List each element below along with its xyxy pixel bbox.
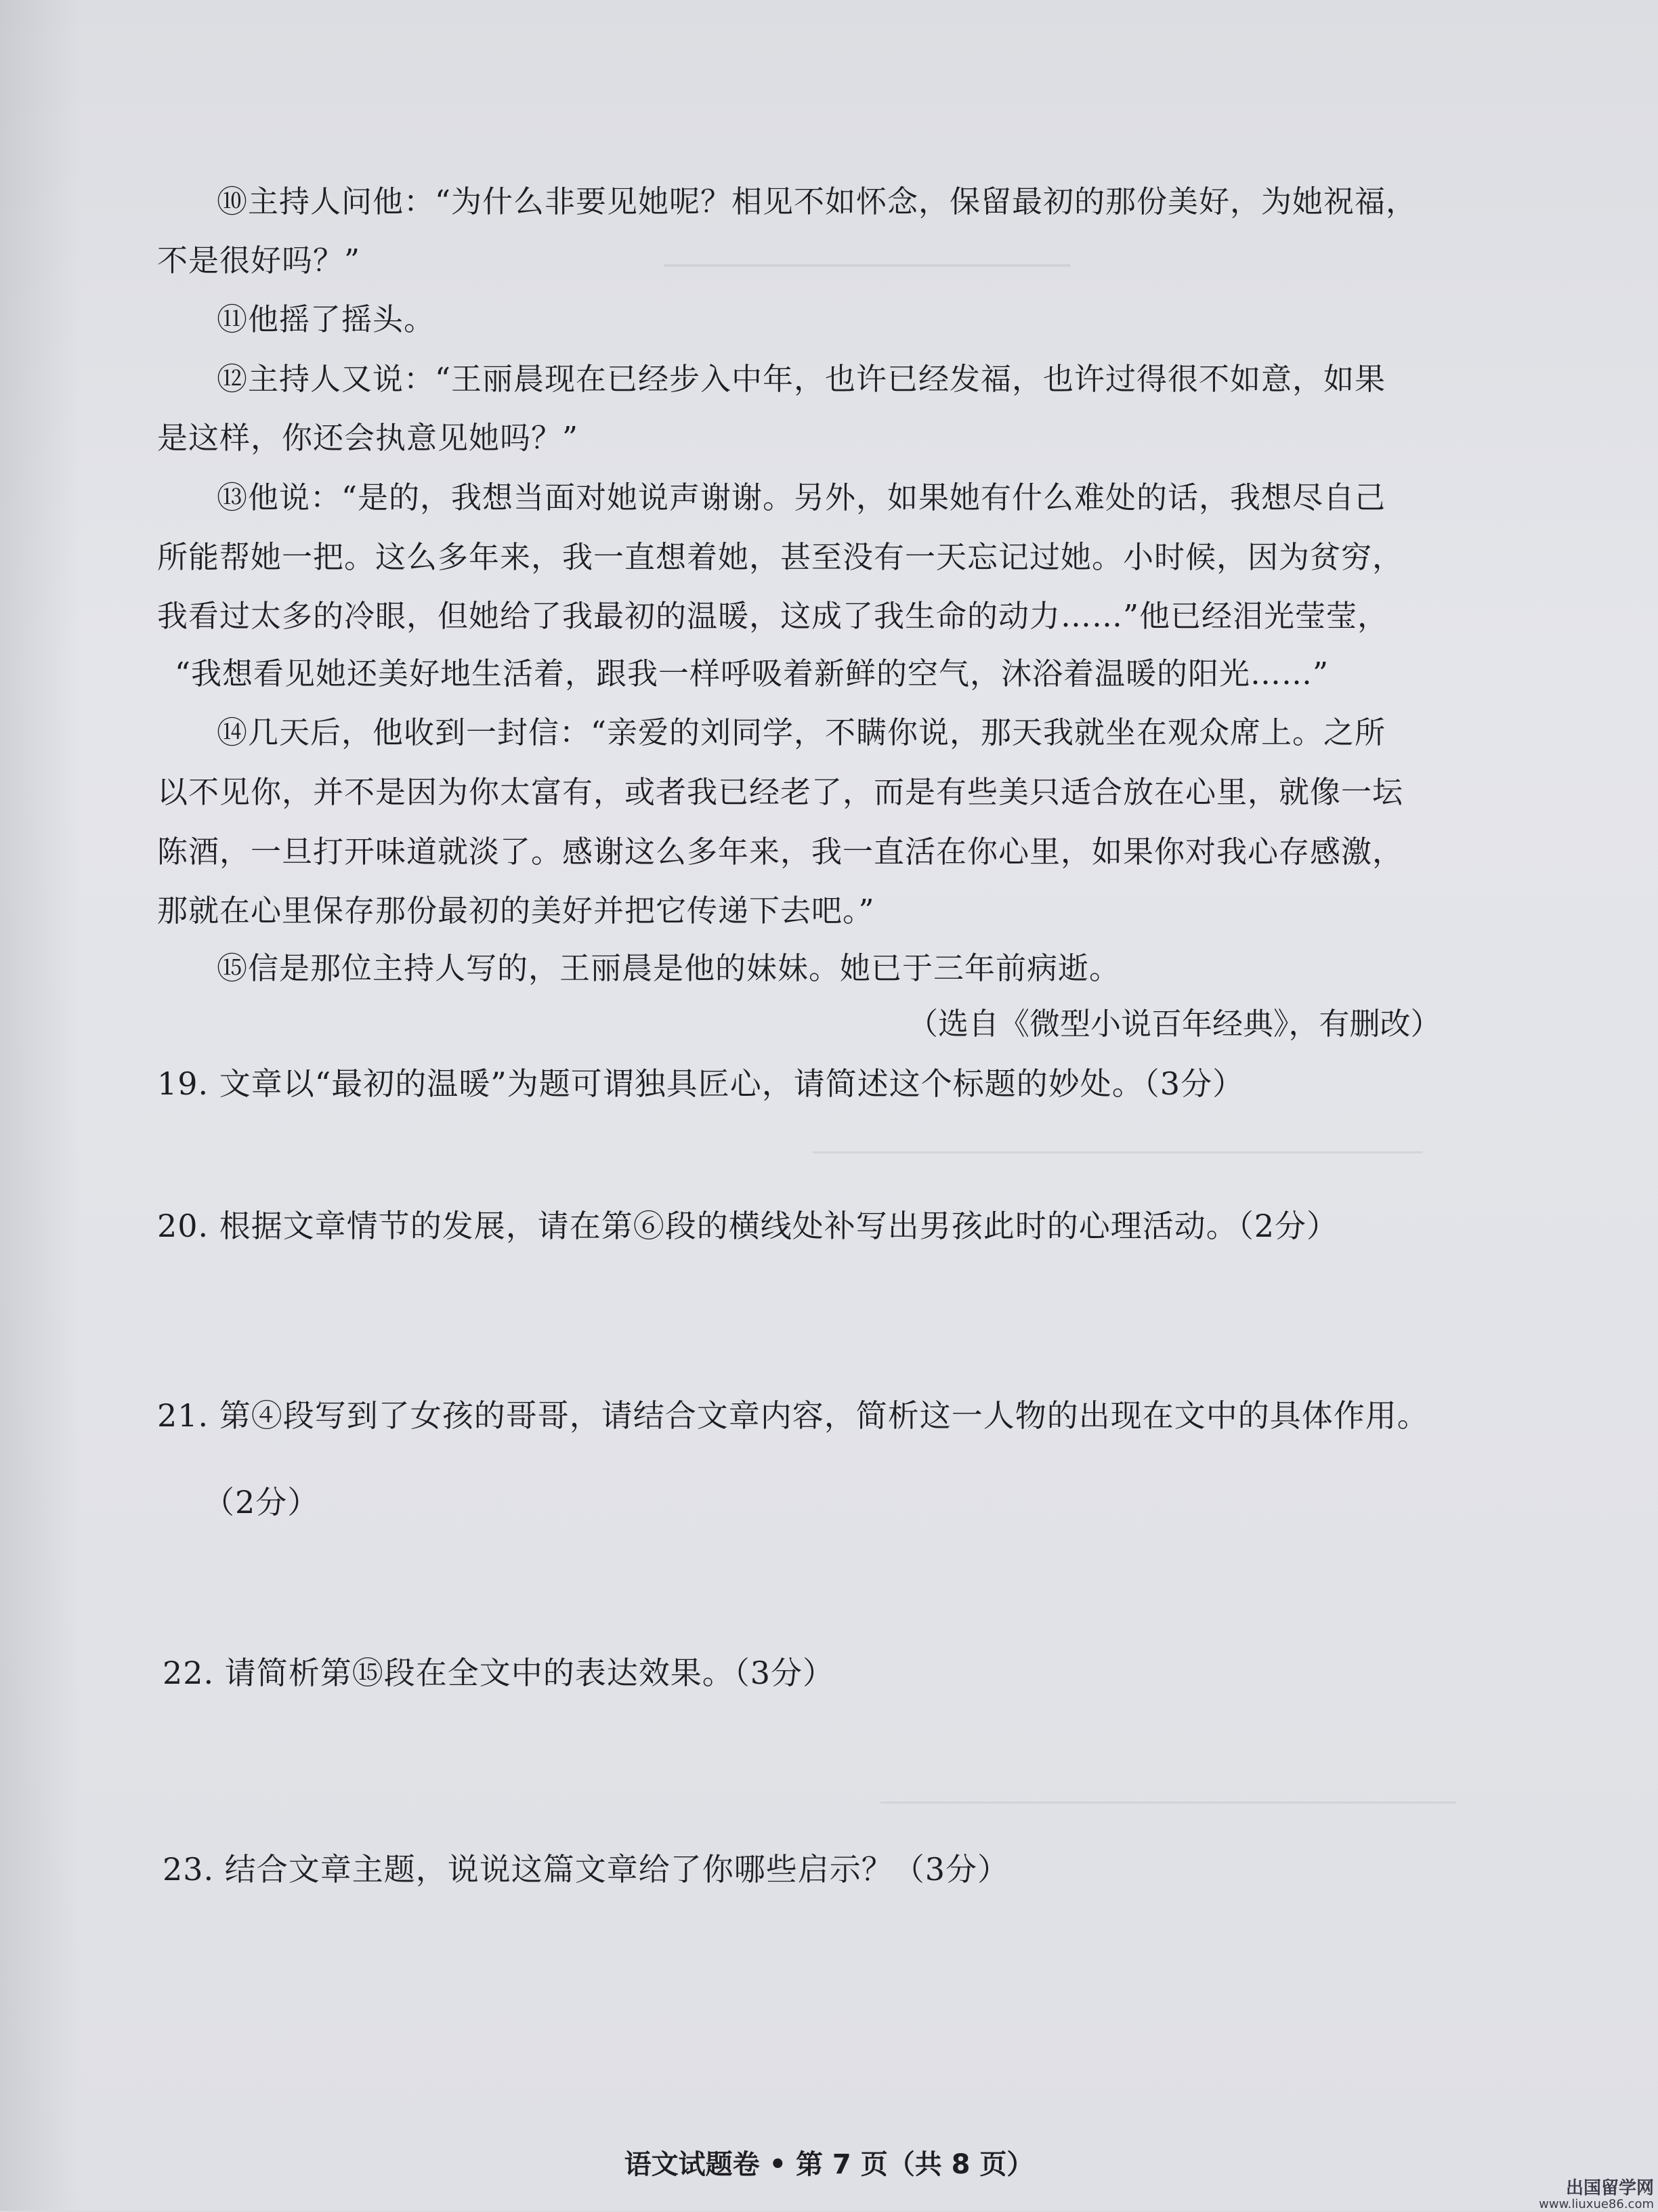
passage-paragraph-14: ⑭几天后，他收到一封信：“亲爱的刘同学，不瞒你说，那天我就坐在观众席上。之所 [217,715,1386,750]
bleed-through-mark [880,1774,1456,1804]
passage-paragraph-13-cont: 我看过太多的冷眼，但她给了我最初的温暖，这成了我生命的动力……”他已经泪光莹莹， [157,598,1389,634]
passage-paragraph-13-cont: “我想看见她还美好地生活着，跟我一样呼吸着新鲜的空气，沐浴着温暖的阳光……” [175,656,1330,692]
site-watermark [1539,2179,1654,2212]
passage-paragraph-12: ⑫主持人又说：“王丽晨现在已经步入中年，也许已经发福，也许过得很不如意，如果 [217,361,1386,397]
passage-paragraph-13: ⑬他说：“是的，我想当面对她说声谢谢。另外，如果她有什么难处的话，我想尽自己 [217,480,1386,515]
watermark-url: www.liuxue86.com [1539,2197,1654,2211]
passage-paragraph-11: ⑪他摇了摇头。 [217,301,435,337]
question-19: 19. 文章以“最初的温暖”为题可谓独具匠心，请简述这个标题的妙处。（3分） [157,1065,1245,1102]
question-21-score: （2分） [203,1484,320,1520]
page-shadow [0,0,81,2211]
bleed-through-mark [813,1124,1422,1153]
passage-paragraph-14-cont: 陈酒，一旦打开味道就淡了。感谢这么多年来，我一直活在你心里，如果你对我心存感激， [157,834,1404,870]
question-21: 21. 第④段写到了女孩的哥哥，请结合文章内容，简析这一人物的出现在文中的具体作用。 [157,1397,1429,1434]
passage-paragraph-13-cont: 所能帮她一把。这么多年来，我一直想着她，甚至没有一天忘记过她。小时候，因为贫穷， [157,539,1404,575]
passage-paragraph-10: ⑩主持人问他：“为什么非要见她呢？相见不如怀念，保留最初的那份美好，为她祝福， [217,184,1418,219]
passage-paragraph-15: ⑮信是那位主持人写的，王丽晨是他的妹妹。她已于三年前病逝。 [217,950,1121,986]
bleed-through-mark [664,237,1070,267]
passage-paragraph-14-cont: 那就在心里保存那份最初的美好并把它传递下去吧。” [157,893,875,929]
question-22: 22. 请简析第⑮段在全文中的表达效果。（3分） [163,1655,835,1691]
question-23: 23. 结合文章主题，说说这篇文章给了你哪些启示？（3分） [163,1851,1010,1888]
passage-source: （选自《微型小说百年经典》，有删改） [908,1006,1441,1042]
passage-paragraph-12-cont: 是这样，你还会执意见她吗？” [157,420,579,456]
watermark-title: 出国留学网 [1565,2178,1654,2198]
page-footer: 语文试题卷 • 第 7 页（共 8 页） [624,2149,1034,2180]
passage-paragraph-10-cont: 不是很好吗？” [157,242,361,278]
passage-paragraph-14-cont: 以不见你，并不是因为你太富有，或者我已经老了，而是有些美只适合放在心里，就像一坛 [157,774,1404,810]
question-20: 20. 根据文章情节的发展，请在第⑥段的横线处补写出男孩此时的心理活动。（2分） [157,1208,1339,1244]
